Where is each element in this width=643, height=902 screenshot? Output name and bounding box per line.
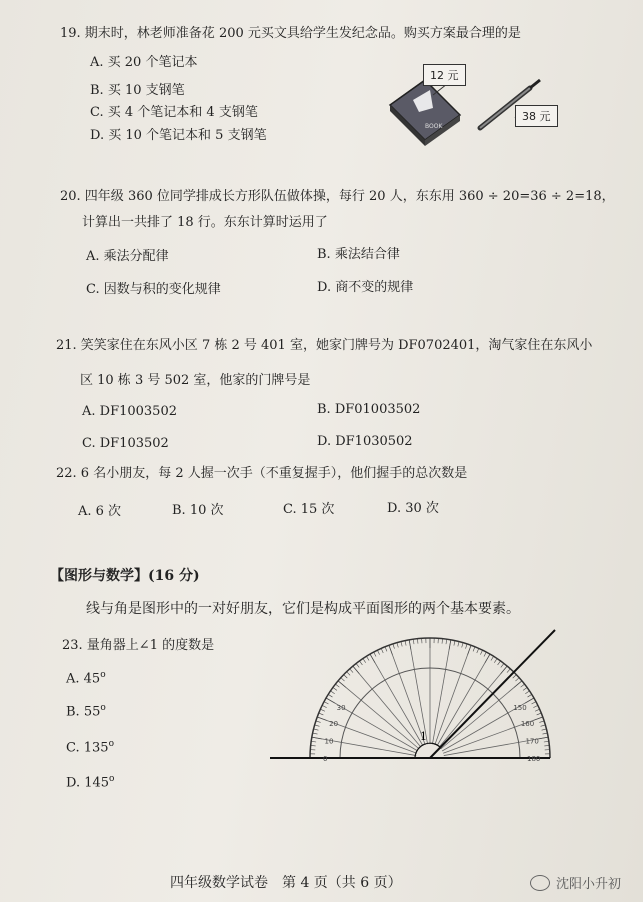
protractor-scale-label: 160 [520, 720, 535, 729]
protractor-tick [324, 702, 328, 704]
protractor-radial-line [370, 654, 423, 746]
protractor-tick [458, 642, 459, 647]
wechat-icon [530, 875, 550, 891]
protractor-tick [466, 644, 468, 649]
protractor-tick [521, 684, 525, 687]
q23-option-d: D. 145$^o$ [66, 774, 115, 791]
q23-stem: 23. 量角器上∠1 的度数是 [62, 638, 215, 653]
angle-label: 1 [420, 730, 427, 743]
protractor-tick [338, 681, 346, 687]
protractor-tick [544, 741, 549, 742]
protractor-tick [317, 717, 326, 720]
protractor-tick [370, 654, 375, 663]
protractor-tick [528, 694, 532, 697]
protractor-tick [311, 745, 316, 746]
page-footer: 四年级数学试卷 第 4 页（共 6 页） [170, 875, 402, 891]
q23-option-a: A. 45$^o$ [66, 670, 106, 687]
protractor-tick [533, 705, 537, 707]
protractor-tick [507, 669, 510, 673]
protractor-tick [335, 684, 339, 687]
q19-stem: 19. 期末时，林老师准备花 200 元买文具给学生发纪念品。购买方案最合理的是 [60, 26, 521, 41]
protractor-radial-line [353, 666, 421, 747]
protractor-tick [542, 729, 547, 730]
q20-option-d: D. 商不变的规律 [317, 280, 414, 295]
q21-option-c: C. DF103502 [82, 436, 169, 451]
protractor-scale-label: 10 [324, 737, 334, 746]
protractor-tick [331, 691, 335, 694]
protractor-tick [393, 644, 395, 649]
q21-option-b: B. DF01003502 [317, 402, 421, 417]
protractor-scale-label: 180 [527, 755, 541, 763]
protractor-tick [397, 643, 398, 648]
protractor-tick [535, 709, 540, 711]
protractor-tick [513, 675, 517, 678]
watermark [530, 873, 621, 892]
protractor-tick [523, 687, 527, 690]
protractor-tick [515, 678, 519, 681]
q21-stem-line1: 21. 笑笑家住在东风小区 7 栋 2 号 401 室，她家门牌号为 DF0702401，淘气家住在东风小 [56, 338, 593, 353]
protractor-radial-line [437, 654, 490, 746]
protractor-tick [347, 672, 350, 676]
protractor-tick [405, 641, 406, 646]
protractor-tick [344, 675, 348, 678]
protractor-scale-label: 0 [323, 755, 328, 763]
q20-stem-line1: 20. 四年级 360 位同学排成长方形队伍做体操，每行 20 人，东东用 360 ÷ 20=36 ÷ 2=18， [60, 189, 615, 204]
protractor-tick [442, 639, 443, 644]
protractor-tick [316, 721, 321, 723]
protractor-tick [363, 659, 366, 663]
section-intro: 线与角是图形中的一对好朋友，它们是构成平面图形的两个基本要素。 [86, 601, 520, 617]
protractor-tick [413, 639, 414, 644]
protractor-tick [401, 642, 402, 647]
protractor-tick [356, 663, 359, 667]
protractor-tick [381, 648, 383, 653]
protractor-scale-label: 150 [513, 704, 527, 712]
q22-stem: 22. 6 名小朋友，每 2 人握一次手（不重复握手），他们握手的总次数是 [56, 466, 468, 481]
q22-option-a: A. 6 次 [78, 504, 122, 519]
protractor-radial-line [338, 681, 419, 749]
pen-price-tag: 38 元 [515, 105, 558, 127]
protractor-tick [532, 702, 536, 704]
q21-option-a: A. DF1003502 [82, 404, 177, 419]
q22-option-d: D. 30 次 [387, 501, 439, 516]
protractor-tick [525, 691, 529, 694]
protractor-tick [449, 640, 451, 650]
protractor-tick [311, 741, 316, 742]
protractor-tick [533, 717, 542, 720]
q20-option-c: C. 因数与积的变化规律 [86, 282, 221, 297]
protractor-tick [446, 639, 447, 644]
protractor-radial-line [432, 640, 450, 744]
protractor-tick [315, 725, 320, 726]
q21-stem-line2: 区 10 栋 3 号 502 室，他家的门牌号是 [80, 373, 311, 388]
q19-option-a: A. 买 20 个笔记本 [90, 55, 198, 70]
q22-option-c: C. 15 次 [283, 502, 335, 517]
protractor-tick [539, 721, 544, 723]
protractor-scale-label: 170 [525, 737, 539, 746]
protractor-tick [328, 694, 332, 697]
protractor-tick [491, 656, 494, 660]
section-title: 【图形与数学】(16 分) [50, 568, 200, 584]
protractor-tick [538, 737, 548, 739]
protractor-tick [498, 661, 501, 665]
protractor-tick [501, 663, 504, 667]
protractor-tick [501, 666, 507, 674]
protractor-radial-line [441, 681, 522, 749]
watermark-text: 沈阳小升初 [555, 877, 621, 892]
protractor-tick [350, 669, 353, 673]
protractor-tick [409, 640, 411, 650]
q19-option-c: C. 买 4 个笔记本和 4 支钢笔 [90, 105, 258, 120]
q20-option-a: A. 乘法分配律 [86, 249, 169, 264]
protractor-scale-label: 20 [329, 720, 339, 729]
protractor-tick [468, 645, 471, 654]
protractor-tick [353, 666, 359, 674]
protractor-tick [454, 641, 455, 646]
protractor-tick [514, 681, 522, 687]
q23-option-b: B. 55$^o$ [66, 703, 106, 720]
q22-option-b: B. 10 次 [172, 503, 224, 518]
protractor-radial-line [439, 666, 507, 747]
protractor-tick [377, 650, 379, 654]
protractor-tick [485, 654, 490, 663]
protractor-tick [389, 645, 392, 654]
protractor-tick [333, 687, 337, 690]
protractor-diagram [260, 620, 590, 780]
protractor-tick [477, 648, 479, 653]
svg-text:BOOK: BOOK [425, 123, 443, 130]
protractor-tick [462, 643, 463, 648]
protractor-tick [322, 705, 326, 707]
protractor-tick [313, 733, 318, 734]
protractor-tick [542, 733, 547, 734]
protractor-tick [326, 698, 335, 703]
protractor-tick [320, 709, 325, 711]
protractor-tick [494, 659, 497, 663]
protractor-tick [525, 698, 534, 703]
protractor-scale-label: 30 [336, 704, 346, 712]
protractor-tick [544, 745, 549, 746]
protractor-tick [374, 652, 376, 656]
q19-option-b: B. 买 10 支钢笔 [90, 83, 185, 98]
protractor-radial-line [409, 640, 427, 744]
q21-option-d: D. DF1030502 [317, 434, 413, 449]
notebook-price-tag: 12 元 [423, 64, 466, 86]
q20-stem-line2: 计算出一共排了 18 行。东东计算时运用了 [82, 215, 328, 230]
q20-option-b: B. 乘法结合律 [317, 247, 400, 262]
protractor-tick [341, 678, 345, 681]
protractor-radial-line [435, 645, 471, 745]
protractor-tick [417, 639, 418, 644]
protractor-tick [541, 725, 546, 726]
protractor-tick [484, 652, 486, 656]
protractor-tick [480, 650, 482, 654]
protractor-tick [312, 737, 322, 739]
protractor-tick [359, 661, 362, 665]
protractor-tick [314, 729, 319, 730]
protractor-tick [366, 656, 369, 660]
q23-option-c: C. 135$^o$ [66, 739, 114, 756]
q19-option-d: D. 买 10 个笔记本和 5 支钢笔 [90, 128, 267, 143]
